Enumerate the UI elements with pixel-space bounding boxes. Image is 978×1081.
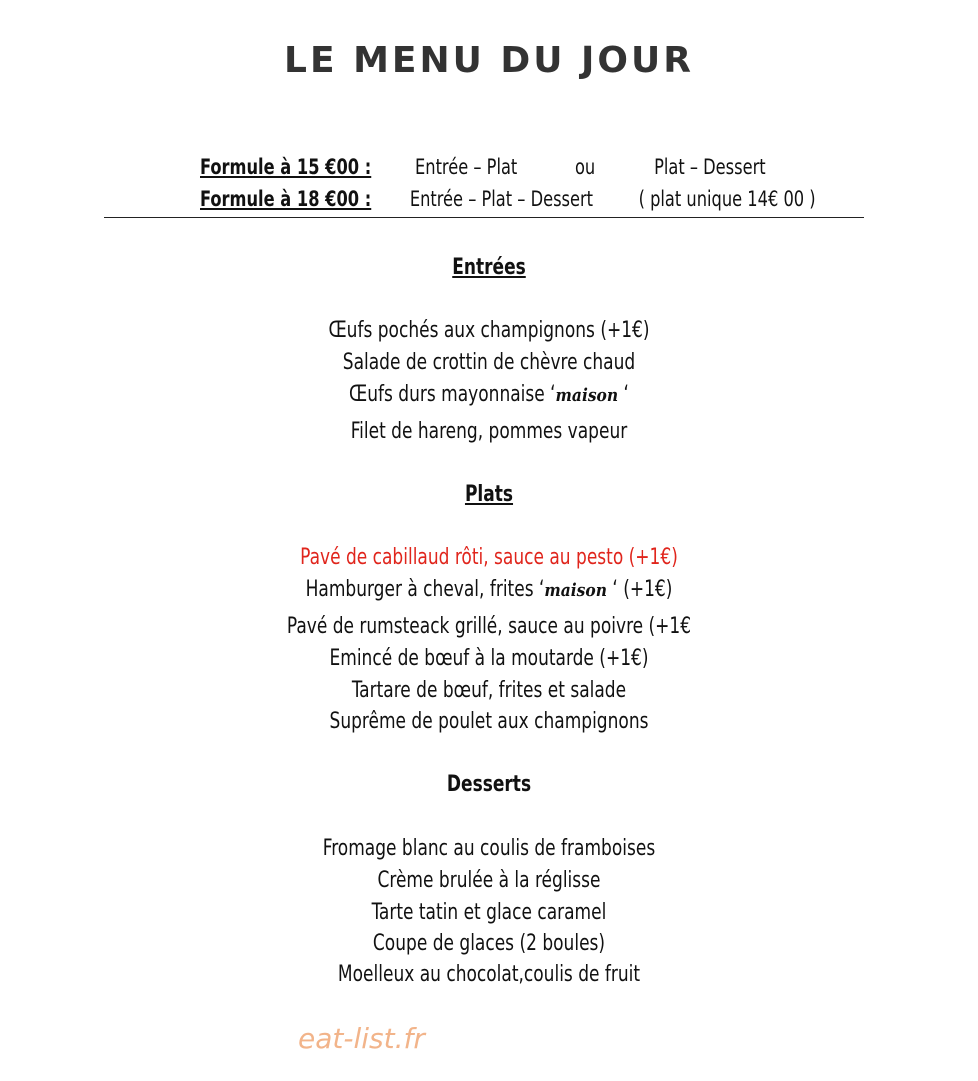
menu-item: Pavé de rumsteack grillé, sauce au poivre (+1€ — [286, 614, 692, 639]
section-title-entrees: Entrées — [452, 255, 526, 280]
section-title-plats: Plats — [464, 482, 514, 507]
menu-item: Crème brulée à la réglisse — [377, 868, 601, 893]
formule-18 — [200, 187, 816, 211]
formule-15 — [200, 155, 766, 179]
maison-emphasis: maison — [555, 385, 619, 406]
page-title: LE MENU DU JOUR — [284, 40, 694, 81]
formule-option: ou — [574, 155, 596, 179]
menu-item-highlight: Pavé de cabillaud rôti, sauce au pesto (+1€) — [300, 545, 678, 570]
formule-label: Formule à 18 €00 : — [200, 187, 372, 211]
divider — [104, 217, 864, 218]
formule-option: Entrée – Plat — [415, 155, 518, 179]
formule-label: Formule à 15 €00 : — [200, 155, 372, 179]
formule-option: Entrée – Plat – Dessert — [409, 187, 594, 211]
menu-item: Fromage blanc au coulis de framboises — [322, 836, 656, 861]
maison-emphasis: maison — [544, 580, 607, 601]
menu-item: Moelleux au chocolat,coulis de fruit — [337, 962, 641, 987]
menu-item: Emincé de bœuf à la moutarde (+1€) — [329, 646, 649, 671]
menu-item: Salade de crottin de chèvre chaud — [342, 350, 636, 375]
section-title-desserts: Desserts — [446, 772, 532, 797]
formule-option: Plat – Dessert — [654, 155, 766, 179]
menu-item: Tarte tatin et glace caramel — [371, 900, 607, 925]
menu-item: Filet de hareng, pommes vapeur — [350, 419, 628, 444]
menu-item: Œufs pochés aux champignons (+1€) — [328, 318, 650, 343]
menu-item: Tartare de bœuf, frites et salade — [351, 678, 627, 703]
watermark: eat-list.fr — [298, 1022, 425, 1055]
menu-item: Œufs durs mayonnaise ‘maison ‘ — [349, 382, 629, 407]
menu-item: Suprême de poulet aux champignons — [329, 709, 649, 734]
formule-option: ( plat unique 14€ 00 ) — [638, 187, 816, 211]
menu-item: Hamburger à cheval, frites ‘maison ‘ (+1€) — [305, 577, 673, 602]
menu-item: Coupe de glaces (2 boules) — [372, 931, 606, 956]
